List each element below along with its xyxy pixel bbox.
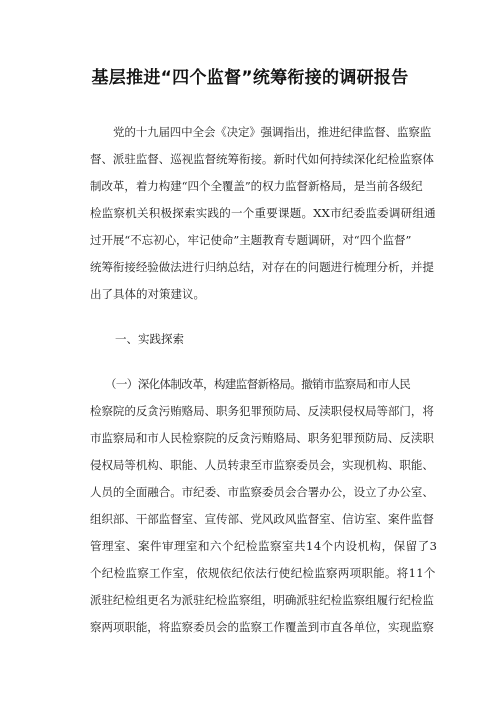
document-title: 基层推进“四个监督”统筹衔接的调研报告 [91, 68, 409, 88]
text-line: 组织部、干部监督室、宣传部、党风政风监督室、信访室、案件监督 [90, 512, 434, 526]
text-line: 过开展“不忘初心，牢记使命”主题教育专题调研，对“四个监督” [90, 233, 412, 247]
text-line: 侵权局等机构、职能、人员转隶至市监察委员会，实现机构、职能、 [90, 458, 434, 472]
text-line: 党的十九届四中全会《决定》强调指出，推进纪律监督、监察监 [113, 125, 432, 139]
text-line: 市监察局和市人民检察院的反贪污贿赂局、职务犯罪预防局、反渎职 [90, 431, 434, 445]
text-line: 检监察机关积极探索实践的一个重要课题。XX市纪委监委调研组通 [90, 206, 436, 220]
text-line: 个纪检监察工作室，依规依纪依法行使纪检监察两项职能。将11个 [90, 566, 436, 580]
section-heading: 一、实践探索 [115, 332, 184, 346]
text-line: 出了具体的对策建议。 [90, 287, 205, 301]
text-line: 人员的全面融合。市纪委、市监察委员会合署办公，设立了办公室、 [90, 485, 434, 499]
text-line: 派驻纪检组更名为派驻纪检监察组，明确派驻纪检监察组履行纪检监 [90, 593, 434, 607]
text-line: （一）深化体制改革，构建监督新格局。撤销市监察局和市人民 [105, 377, 411, 391]
text-line: 检察院的反贪污贿赂局、职务犯罪预防局、反渎职侵权局等部门，将 [90, 404, 434, 418]
text-line: 督、派驻监督、巡视监督统筹衔接。新时代如何持续深化纪检监察体 [90, 152, 434, 166]
text-line: 察两项职能，将监察委员会的监察工作覆盖到市直各单位，实现监察 [90, 620, 434, 634]
text-line: 统筹衔接经验做法进行归纳总结，对存在的问题进行梳理分析，并提 [90, 260, 434, 274]
text-line: 制改革，着力构建“四个全覆盖”的权力监督新格局，是当前各级纪 [90, 179, 423, 193]
text-line: 管理室、案件审理室和六个纪检监察室共14个内设机构，保留了3 [90, 539, 438, 553]
